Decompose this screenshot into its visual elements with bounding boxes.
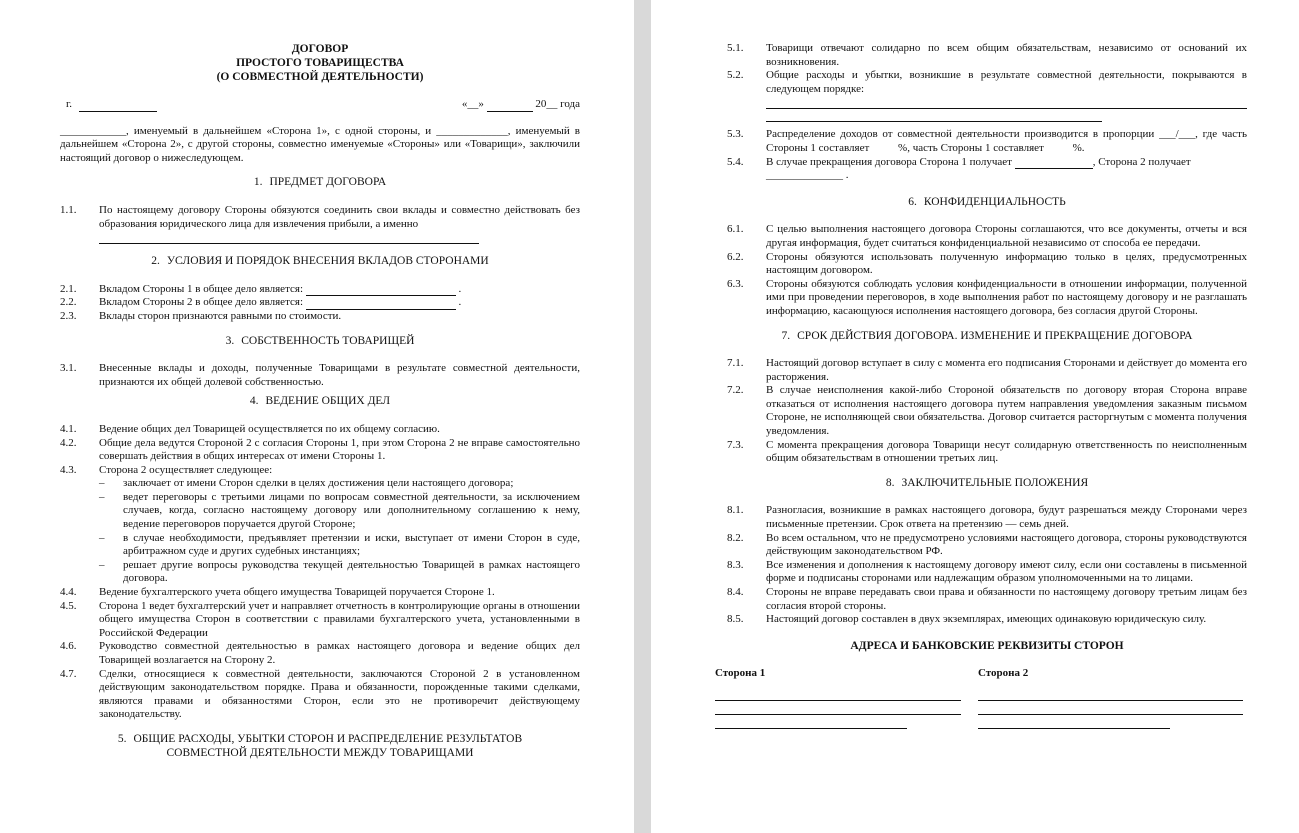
date-year: 20__ года	[535, 98, 580, 110]
clause-5-1	[727, 42, 1247, 69]
section-title: ЗАКЛЮЧИТЕЛЬНЫЕ ПОЛОЖЕНИЯ	[901, 476, 1089, 489]
clause-text: Руководство совместной деятельностью в рамках настоящего договора и ведение общих дел Товарищей возлагается на Сторону 2.	[99, 640, 580, 666]
clause-number: 5.2.	[727, 69, 744, 82]
clause-4-2	[60, 437, 580, 464]
requisites-line	[978, 715, 1170, 729]
section-title: ПРЕДМЕТ ДОГОВОРА	[269, 176, 387, 189]
clause-text: Все изменения и дополнения к настоящему договору имеют силу, если они составлены в письменной форме и подписаны сторонами или надлежащим образом уполномоченными на то лицами.	[766, 558, 1247, 585]
requisites-title: АДРЕСА И БАНКОВСКИЕ РЕКВИЗИТЫ СТОРОН	[850, 639, 1124, 652]
document-page-left	[0, 0, 634, 833]
clause-4-1	[60, 423, 580, 437]
clause-text: Общие дела ведутся Стороной 2 с согласия Стороны 1, при этом Сторона 2 не вправе самостоятельно совершать действия в общих интересах от имени Стороны 1.	[99, 436, 580, 463]
clause-5-2-blank-2	[766, 109, 1102, 122]
clause-text: Сделки, относящиеся к совместной деятельности, заключаются Стороной 2 в установленном действующим законодательством порядке. Права и обязанности, порожденные такими сделками, являются правами и обязанностями Сторон, если это не противоречит действующему законодательству.	[99, 667, 580, 721]
clause-6-2	[727, 251, 1247, 278]
clause-text: Сторона 1 ведет бухгалтерский учет и направляет отчетность в контролирующие органы в отношении общего имущества Сторон в соответствии с правилами бухгалтерского учета, установленными в Российской Федерации	[99, 599, 580, 639]
clause-7-2	[727, 384, 1247, 438]
clause-2-1	[60, 283, 580, 297]
clause-number: 6.1.	[727, 223, 744, 236]
section-6-heading	[727, 196, 1247, 210]
bullet-dash: –	[99, 531, 105, 544]
party-1-name: Сторона 1	[715, 667, 766, 680]
clause-text: Товарищи отвечают солидарно по всем общим обязательствам, независимо от оснований их возникновения.	[766, 42, 1247, 68]
clause-text: Стороны обязуются использовать полученную информацию только в целях, предусмотренных настоящим договором.	[766, 250, 1247, 277]
clause-5-4	[727, 156, 1247, 183]
party-1-requisites	[708, 667, 971, 729]
place-date-row	[60, 98, 580, 112]
page-left-content	[60, 42, 580, 760]
title-line-3: (О СОВМЕСТНОЙ ДЕЯТЕЛЬНОСТИ)	[216, 71, 424, 83]
clause-8-2	[727, 532, 1247, 559]
clause-text: Стороны обязуются соблюдать условия конфиденциальности в отношении информации, полученной ими при проведении переговоров, в ходе выполнения работ по настоящему договору и не разглашать информацию, касающуюся исполнения настоящего договора, без согласия другой Стороны.	[766, 277, 1247, 317]
clause-3-1	[60, 362, 580, 389]
clause-number: 4.1.	[60, 422, 77, 435]
list-item-text: заключает от имени Сторон сделки в целях достижения цели настоящего договора;	[123, 477, 514, 490]
list-item	[99, 491, 580, 532]
clause-number: 8.1.	[727, 504, 744, 517]
section-8-heading	[727, 477, 1247, 491]
title-line-2: ПРОСТОГО ТОВАРИЩЕСТВА	[236, 57, 404, 69]
party-2-name: Сторона 2	[978, 667, 1029, 680]
clause-8-3	[727, 559, 1247, 586]
section-title: КОНФИДЕНЦИАЛЬНОСТЬ	[923, 195, 1066, 208]
contribution-2-blank	[306, 298, 456, 310]
clause-number: 5.1.	[727, 42, 744, 54]
clause-text: Ведение общих дел Товарищей осуществляется по их общему согласию.	[99, 422, 440, 435]
clause-4-5	[60, 600, 580, 641]
clause-text: Внесенные вклады и доходы, полученные Товарищами в результате совместной деятельности, признаются их общей долевой собственностью.	[99, 362, 580, 388]
clause-number: 4.6.	[60, 640, 77, 653]
bullet-dash: –	[99, 477, 105, 490]
clause-number: 2.1.	[60, 282, 77, 295]
clause-text: Настоящий договор составлен в двух экземплярах, имеющих одинаковую юридическую силу.	[766, 613, 1207, 626]
list-item-text: ведет переговоры с третьими лицами по вопросам совместной деятельности, за исключением случаев, когда, согласно настоящему договору или дополнительному соглашению к нему, ведение переговоров поручается другой Стороне;	[123, 490, 580, 531]
list-item	[99, 477, 580, 491]
clause-text-2: , Сторона 2 получает	[1092, 155, 1191, 168]
requisites-line	[715, 701, 961, 715]
requisites-line	[978, 687, 1243, 701]
document-page-right	[651, 0, 1299, 833]
clause-text: С момента прекращения договора Товарищи несут солидарную ответственность по неисполненным общим обязательствам в отношении третьих лиц.	[766, 438, 1247, 465]
clause-number: 2.2.	[60, 296, 77, 309]
document-title	[60, 42, 580, 84]
city-label: г.	[66, 98, 73, 110]
requisites-line	[715, 715, 907, 729]
clause-1-1	[60, 204, 580, 244]
city-blank	[79, 100, 157, 112]
clause-number: 1.1.	[60, 203, 77, 216]
section-number: 3.	[225, 334, 235, 347]
date-day: «__»	[461, 98, 484, 110]
clause-text: Ведение бухгалтерского учета общего имущества Товарищей поручается Стороне 1.	[99, 586, 495, 599]
clause-text-1: Распределение доходов от совместной деятельности производится в пропорции ___/___, где часть Стороны 1 составляет	[766, 128, 1247, 154]
clause-number: 4.2.	[60, 436, 77, 449]
page-gutter	[634, 0, 651, 833]
clause-text: Стороны не вправе передавать свои права и обязанности по настоящему договору третьим лицам без согласия второй стороны.	[766, 586, 1247, 612]
clause-number: 2.3.	[60, 309, 77, 322]
section-title-line-2: СОВМЕСТНОЙ ДЕЯТЕЛЬНОСТИ МЕЖДУ ТОВАРИЩАМИ	[166, 746, 474, 759]
clause-number: 3.1.	[60, 362, 77, 375]
section-4-heading	[60, 395, 580, 409]
clause-number: 7.1.	[727, 357, 744, 370]
clause-4-4	[60, 586, 580, 600]
clause-number: 5.3.	[727, 128, 744, 141]
clause-number: 7.2.	[727, 384, 744, 397]
bullet-dash: –	[99, 490, 105, 503]
section-number: 5.	[117, 732, 127, 745]
clause-5-2	[727, 69, 1247, 122]
clause-8-5	[727, 613, 1247, 627]
clause-text-3: %.	[1072, 141, 1085, 154]
clause-text: С целью выполнения настоящего договора Стороны соглашаются, что все документы, отчеты и вся другая информация, будет считаться конфиденциальной независимо от способа ее передачи.	[766, 223, 1247, 249]
clause-text: Вклады сторон признаются равными по стоимости.	[99, 309, 342, 322]
clause-number: 6.3.	[727, 277, 744, 290]
clause-6-3	[727, 278, 1247, 319]
clause-4-6	[60, 640, 580, 667]
party-1-share-blank	[1015, 157, 1093, 169]
clause-text: Во всем остальном, что не предусмотрено условиями настоящего договора, стороны руководствуются действующим законодательством РФ.	[766, 531, 1247, 558]
section-number: 7.	[781, 329, 791, 342]
date-field	[462, 98, 580, 112]
section-title-line-1: ОБЩИЕ РАСХОДЫ, УБЫТКИ СТОРОН И РАСПРЕДЕЛЕНИЕ РЕЗУЛЬТАТОВ	[133, 732, 523, 745]
clause-text-1: В случае прекращения договора Сторона 1 получает	[766, 155, 1012, 168]
clause-number: 4.5.	[60, 599, 77, 612]
clause-8-1	[727, 504, 1247, 531]
clause-number: 8.3.	[727, 558, 744, 571]
clause-text-2: %, часть Стороны 1 составляет	[898, 141, 1044, 154]
clause-4-7	[60, 668, 580, 722]
requisites-columns	[708, 667, 1247, 729]
clause-8-4	[727, 586, 1247, 613]
clause-4-3	[60, 464, 580, 478]
section-title: УСЛОВИЯ И ПОРЯДОК ВНЕСЕНИЯ ВКЛАДОВ СТОРОНАМИ	[166, 255, 489, 268]
clause-7-3	[727, 439, 1247, 466]
clause-text: Вкладом Стороны 2 в общее дело является:	[99, 296, 304, 309]
trailing-dot: .	[458, 296, 462, 309]
clause-text: Сторона 2 осуществляет следующее:	[99, 463, 273, 476]
trailing-dot: .	[458, 282, 462, 295]
clause-number: 4.7.	[60, 667, 77, 680]
clause-text-3: ______________ .	[766, 169, 849, 182]
section-3-heading	[60, 335, 580, 349]
clause-number: 6.2.	[727, 250, 744, 263]
clause-number: 8.5.	[727, 613, 744, 626]
clause-text: Настоящий договор вступает в силу с момента его подписания Сторонами и действует до момента его расторжения.	[766, 357, 1247, 383]
requisites-line	[978, 701, 1243, 715]
contribution-1-blank	[306, 284, 456, 296]
clause-2-2	[60, 296, 580, 310]
clause-number: 5.4.	[727, 155, 744, 168]
clause-1-1-blank	[99, 231, 479, 244]
clause-text: В случае неисполнения какой-либо Стороной обязательств по договору вторая Сторона вправе отказаться от исполнения настоящего договора путем направления уведомления заказным письмом Стороне, не исполняющей свои обязательства. Договор считается расторгнутым с момента получения уведомления.	[766, 384, 1247, 438]
section-7-heading	[727, 330, 1247, 344]
clause-text: Вкладом Стороны 1 в общее дело является:	[99, 282, 304, 295]
clause-7-1	[727, 357, 1247, 384]
clause-number: 8.2.	[727, 531, 744, 544]
section-number: 8.	[885, 476, 895, 489]
section-title: СОБСТВЕННОСТЬ ТОВАРИЩЕЙ	[241, 334, 415, 347]
clause-5-3	[727, 128, 1247, 155]
intro-paragraph: ____________, именуемый в дальнейшем «Сторона 1», с одной стороны, и _____________, именуемый в дальнейшем «Сторона 2», с другой стороны, совместно именуемые «Стороны» или «Товарищи», заключили настоящий договор о нижеследующем.	[60, 124, 580, 164]
section-number: 1.	[253, 176, 263, 189]
party-2-requisites	[971, 667, 1234, 729]
page-right-content	[715, 42, 1247, 729]
section-title: СРОК ДЕЙСТВИЯ ДОГОВОРА. ИЗМЕНЕНИЕ И ПРЕКРАЩЕНИЕ ДОГОВОРА	[797, 329, 1193, 342]
section-number: 2.	[151, 255, 160, 268]
list-item-text: решает другие вопросы руководства текущей деятельностью Товарищей в рамках настоящего договора.	[123, 558, 580, 585]
bullet-dash: –	[99, 558, 105, 571]
section-2-heading	[60, 255, 580, 269]
clause-number: 4.3.	[60, 463, 77, 476]
title-line-1: ДОГОВОР	[291, 43, 349, 55]
list-item-text: в случае необходимости, предъявляет претензии и иски, выступает от имени Сторон в суде, арбитражном суде и других судебных инстанциях;	[123, 531, 580, 558]
list-item	[99, 532, 580, 559]
section-title: ВЕДЕНИЕ ОБЩИХ ДЕЛ	[265, 395, 391, 408]
clause-text: По настоящему договору Стороны обязуются соединить свои вклады и совместно действовать без образования юридического лица для извлечения прибыли, а именно	[99, 203, 580, 230]
clause-number: 4.4.	[60, 586, 77, 599]
clause-2-3	[60, 310, 580, 324]
clause-6-1	[727, 223, 1247, 250]
city-field	[66, 98, 157, 112]
clause-text: Общие расходы и убытки, возникшие в результате совместной деятельности, покрываются в следующем порядке:	[766, 69, 1247, 95]
date-month-blank	[487, 100, 533, 112]
clause-number: 7.3.	[727, 438, 744, 451]
clause-5-2-blank-1	[766, 96, 1247, 109]
requisites-line	[715, 687, 961, 701]
section-5-heading	[60, 733, 580, 760]
clause-text: Разногласия, возникшие в рамках настоящего договора, будут разрешаться между Сторонами через письменные претензии. Срок ответа на претензию — семь дней.	[766, 504, 1247, 531]
section-number: 4.	[249, 395, 259, 408]
section-1-heading	[60, 176, 580, 190]
clause-number: 8.4.	[727, 586, 744, 598]
list-item	[99, 559, 580, 586]
section-number: 6.	[908, 195, 917, 208]
